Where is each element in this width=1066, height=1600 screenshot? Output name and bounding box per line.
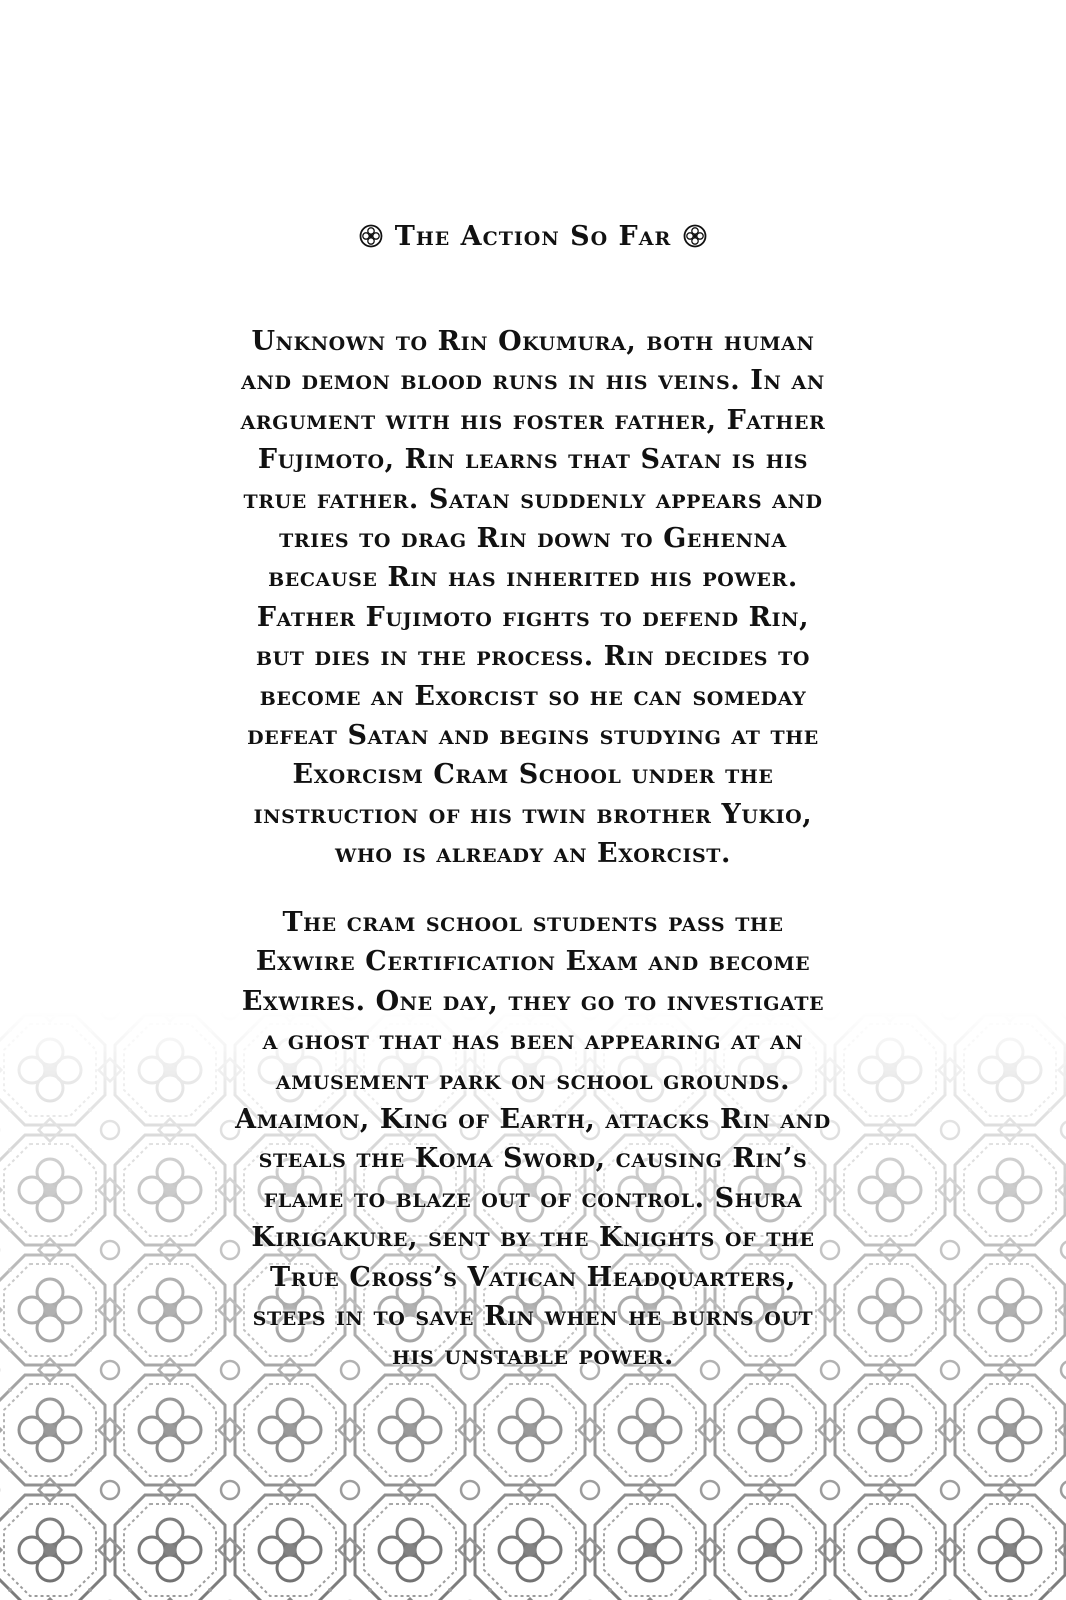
rosette-icon xyxy=(683,224,707,248)
paragraph-line: Fujimoto, Rin learns that Satan is his xyxy=(257,444,809,476)
paragraph-line: tries to drag Rin down to Gehenna xyxy=(279,522,787,554)
paragraph-line: defeat Satan and begins studying at the xyxy=(247,719,819,751)
paragraph-line: true father. Satan suddenly appears and xyxy=(243,483,823,515)
paragraph-line: Exwires. One day, they go to investigate xyxy=(241,985,825,1017)
summary-paragraph-2 xyxy=(150,903,916,1376)
paragraph-line: flame to blaze out of control. Shura xyxy=(263,1182,803,1214)
heading-title: The Action So Far xyxy=(394,220,672,252)
paragraph-line: True Cross’s Vatican Headquarters, xyxy=(270,1261,796,1293)
paragraph-line: Father Fujimoto fights to defend Rin, xyxy=(256,601,810,633)
paragraph-line: Kirigakure, sent by the Knights of the xyxy=(251,1222,815,1254)
rosette-icon xyxy=(359,224,383,248)
paragraph-line: argument with his foster father, Father xyxy=(240,404,826,436)
paragraph-line: Exorcism Cram School under the xyxy=(292,759,774,791)
paragraph-line: Amaimon, King of Earth, attacks Rin and xyxy=(235,1103,831,1135)
paragraph-line: his unstable power. xyxy=(391,1340,674,1372)
paragraph-line: instruction of his twin brother Yukio, xyxy=(253,798,813,830)
paragraph-line: Exwire Certification Exam and become xyxy=(255,946,811,978)
paragraph-line: amusement park on school grounds. xyxy=(275,1064,791,1096)
paragraph-line: steps in to save Rin when he burns out xyxy=(252,1300,814,1332)
section-heading xyxy=(0,216,1066,256)
paragraph-line: The cram school students pass the xyxy=(282,907,784,938)
paragraph-line: and demon blood runs in his veins. In an xyxy=(241,365,825,397)
paragraph-line: Unknown to Rin Okumura, both human xyxy=(251,326,815,357)
paragraph-line: but dies in the process. Rin decides to xyxy=(255,641,811,673)
paragraph-line: steals the Koma Sword, causing Rin’s xyxy=(258,1143,808,1175)
paragraph-line: become an Exorcist so he can someday xyxy=(259,680,807,712)
paragraph-line: who is already an Exorcist. xyxy=(334,838,732,870)
paragraph-line: a ghost that has been appearing at an xyxy=(262,1025,804,1057)
summary-paragraph-1 xyxy=(150,322,916,873)
paragraph-line: because Rin has inherited his power. xyxy=(268,562,798,594)
